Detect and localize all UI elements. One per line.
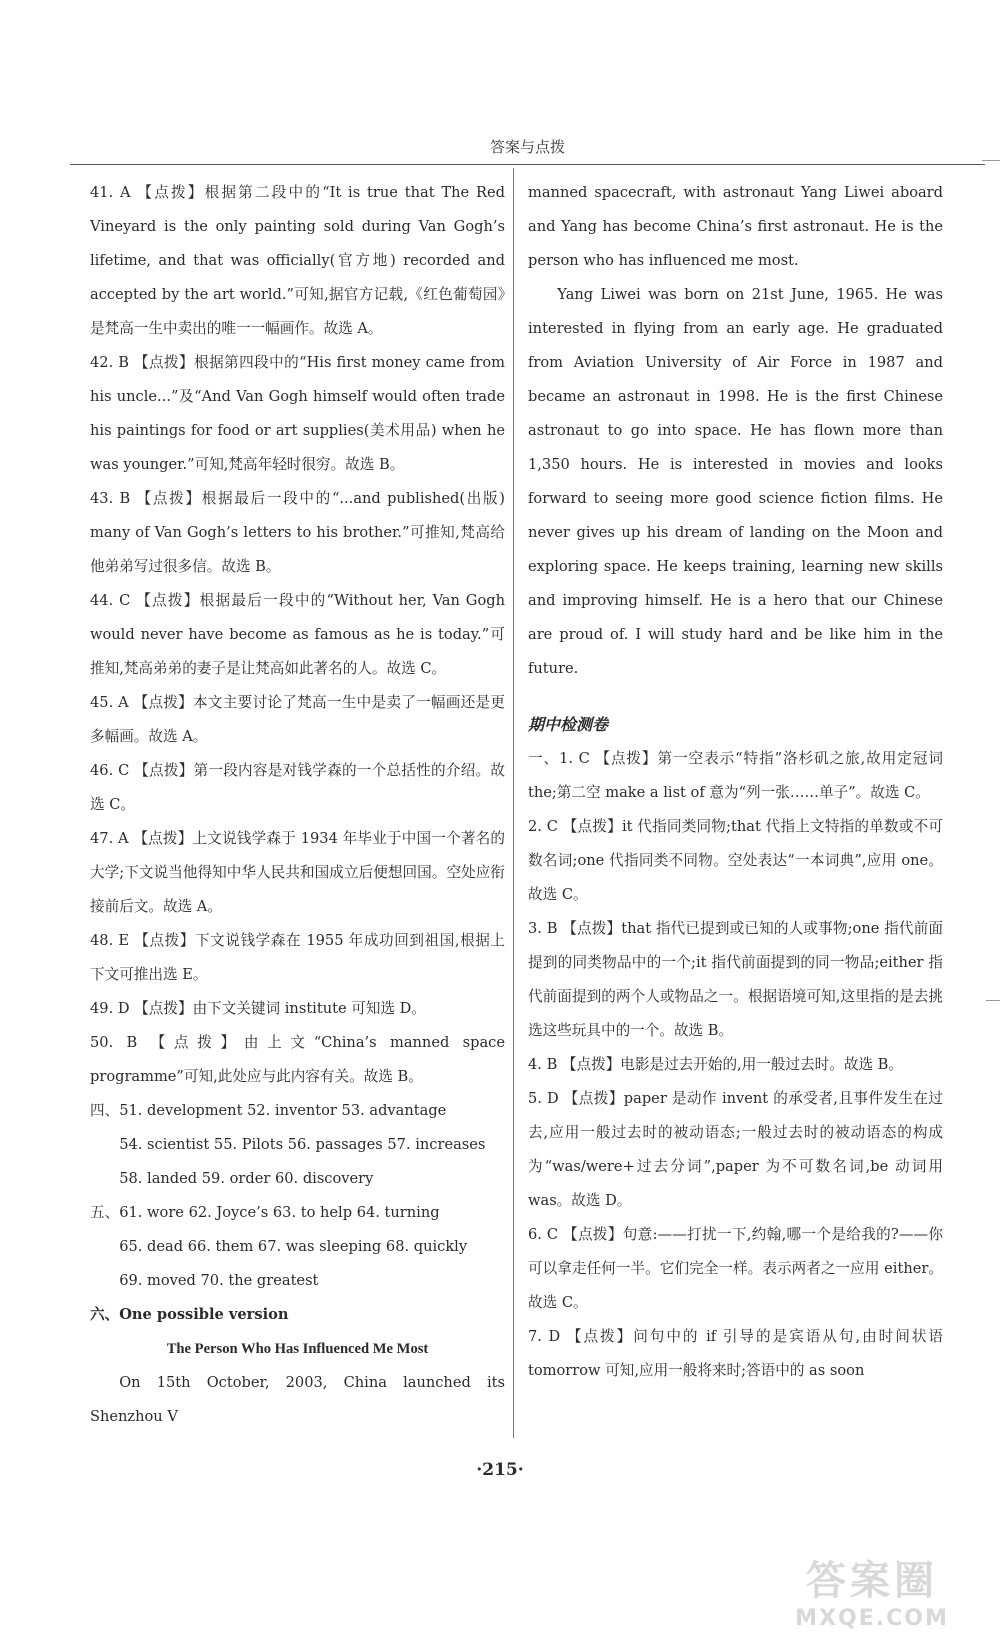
answer-45: 45. A 【点拨】本文主要讨论了梵高一生中是卖了一幅画还是更多幅画。故选 A。 xyxy=(90,694,505,745)
midterm-answer-6: 6. C 【点拨】句意:——打扰一下,约翰,哪一个是给我的?——你可以拿走任何一半。它们完全一样。表示两者之一应用 either。故选 C。 xyxy=(528,1226,943,1311)
column-divider xyxy=(513,168,514,1438)
watermark-logo: 答案圈 xyxy=(806,1558,938,1604)
answer-47: 47. A 【点拨】上文说钱学森于 1934 年毕业于中国一个著名的大学;下文说当他得知中华人民共和国成立后便想回国。空处应衔接前后文。故选 A。 xyxy=(90,830,505,915)
answer-49: 49. D 【点拨】由下文关键词 institute 可知选 D。 xyxy=(90,1000,426,1017)
section-5-line: 五、61. wore 62. Joyce’s 63. to help 64. turning xyxy=(90,1204,440,1221)
answer-46: 46. C 【点拨】第一段内容是对钱学森的一个总括性的介绍。故选 C。 xyxy=(90,762,505,813)
essay-paragraph-start: On 15th October, 2003, China launched its Shenzhou V xyxy=(90,1374,505,1425)
midterm-answer-7: 7. D 【点拨】问句中的 if 引导的是宾语从句,由时间状语 tomorrow 可知,应用一般将来时;答语中的 as soon xyxy=(528,1328,943,1379)
essay-title: The Person Who Has Influenced Me Most xyxy=(166,1341,429,1357)
section-6-heading: 六、One possible version xyxy=(90,1306,289,1323)
section-5-line: 69. moved 70. the greatest xyxy=(119,1272,319,1289)
answer-41: 41. A 【点拨】根据第二段中的“It is true that The Red Vineyard is the only painting sold during Van Gogh’s lifetime, and that was officially(官方地) recorded and accepted by the art world.”可知,据官方记载,《红色葡萄园》是梵高一生中卖出的唯一一幅画作。故选 A。 xyxy=(90,184,505,337)
section-5-line: 65. dead 66. them 67. was sleeping 68. quickly xyxy=(119,1238,468,1255)
midterm-answer-4: 4. B 【点拨】电影是过去开始的,用一般过去时。故选 B。 xyxy=(528,1056,903,1073)
right-column xyxy=(528,176,943,1388)
left-column xyxy=(90,176,505,1434)
corner-mark xyxy=(986,1000,1000,1001)
answer-50: 50. B 【点拨】由上文“China’s manned space programme”可知,此处应与此内容有关。故选 B。 xyxy=(90,1034,505,1085)
answer-43: 43. B 【点拨】根据最后一段中的“...and published(出版) many of Van Gogh’s letters to his brother.”可推知,梵高给他弟弟写过很多信。故选 B。 xyxy=(90,490,505,575)
essay-paragraph: Yang Liwei was born on 21st June, 1965. He was interested in flying from an early age. He graduated from Aviation University of Air Force in 1987 and became an astronaut in 1998. He is the first Chinese astronaut to go into space. He has flown more than 1,350 hours. He is interested in movies and looks forward to seeing more good science fiction films. He never gives up his dream of landing on the Moon and exploring space. He keeps training, learning new skills and improving himself. He is a hero that our Chinese are proud of. I will study hard and be like him in the future. xyxy=(528,286,943,677)
section-4-line: 54. scientist 55. Pilots 56. passages 57. increases xyxy=(119,1136,486,1153)
watermark-url: MXQE.COM xyxy=(795,1606,949,1631)
corner-mark xyxy=(982,160,1000,161)
midterm-section-title: 期中检测卷 xyxy=(528,715,609,734)
section-4-line: 四、51. development 52. inventor 53. advantage xyxy=(90,1102,447,1119)
midterm-answer-1: 一、1. C 【点拨】第一空表示“特指”洛杉矶之旅,故用定冠词 the;第二空 make a list of 意为“列一张……单子”。故选 C。 xyxy=(528,750,943,801)
header-rule xyxy=(70,164,985,165)
answer-48: 48. E 【点拨】下文说钱学森在 1955 年成功回到祖国,根据上下文可推出选 E。 xyxy=(90,932,505,983)
midterm-answer-5: 5. D 【点拨】paper 是动作 invent 的承受者,且事件发生在过去,应用一般过去时的被动语态;一般过去时的被动语态的构成为“was/were+过去分词”,paper 为不可数名词,be 动词用 was。故选 D。 xyxy=(528,1090,943,1209)
watermark xyxy=(772,1549,972,1639)
essay-paragraph-continued: manned spacecraft, with astronaut Yang Liwei aboard and Yang has become China’s first astronaut. He is the person who has influenced me most. xyxy=(528,184,943,269)
midterm-answer-2: 2. C 【点拨】it 代指同类同物;that 代指上文特指的单数或不可数名词;one 代指同类不同物。空处表达“一本词典”,应用 one。故选 C。 xyxy=(528,818,943,903)
answer-44: 44. C 【点拨】根据最后一段中的“Without her, Van Gogh would never have become as famous as he is today.”可推知,梵高弟弟的妻子是让梵高如此著名的人。故选 C。 xyxy=(90,592,505,677)
midterm-answer-3: 3. B 【点拨】that 指代已提到或已知的人或事物;one 指代前面提到的同类物品中的一个;it 指代前面提到的同一物品;either 指代前面提到的两个人或物品之一。根据语境可知,这里指的是去挑选这些玩具中的一个。故选 B。 xyxy=(528,920,943,1039)
answer-42: 42. B 【点拨】根据第四段中的“His first money came from his uncle...”及“And Van Gogh himself would often trade his paintings for food or art supplies(美术用品) when he was younger.”可知,梵高年轻时很穷。故选 B。 xyxy=(90,354,505,473)
page-number: ·215· xyxy=(476,1460,524,1480)
section-4-line: 58. landed 59. order 60. discovery xyxy=(119,1170,374,1187)
page-header: 答案与点拨 xyxy=(489,138,565,156)
